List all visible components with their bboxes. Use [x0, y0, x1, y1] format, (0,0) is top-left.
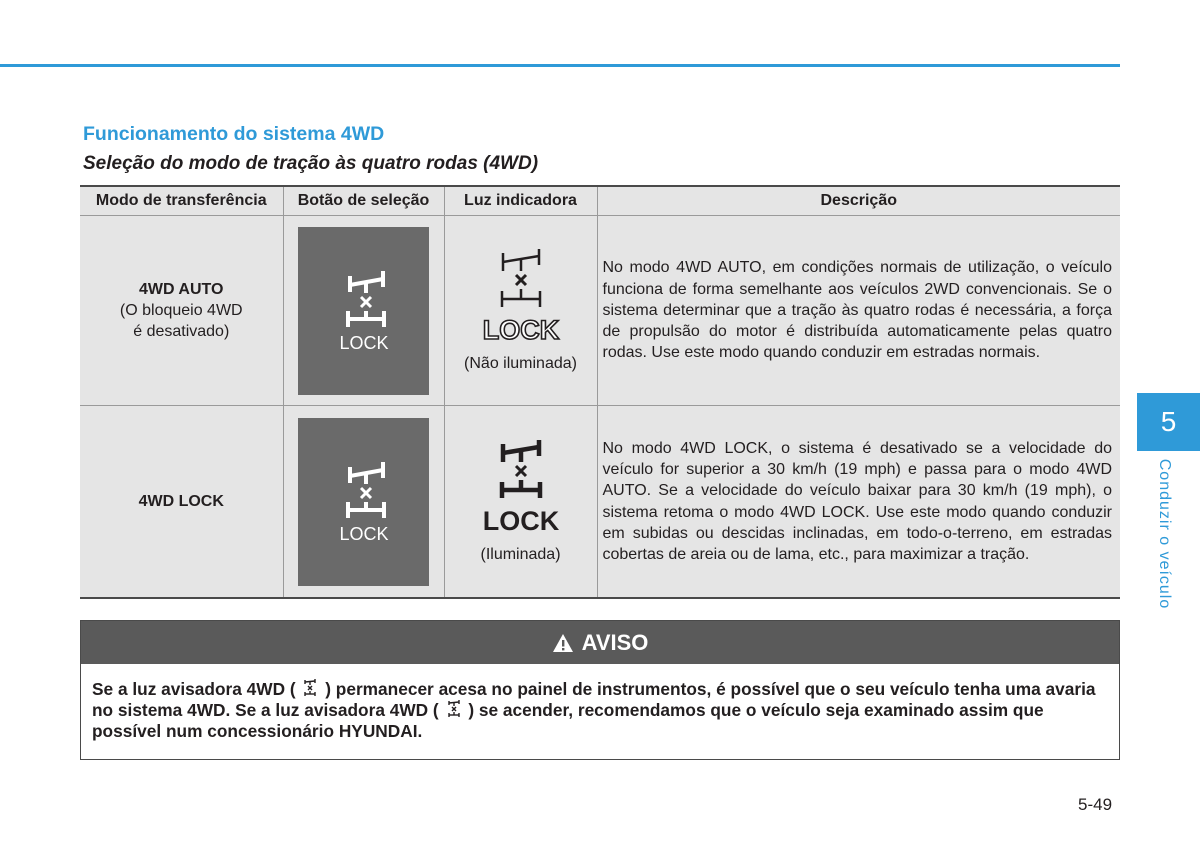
top-rule: [0, 64, 1120, 67]
indicator-caption: (Iluminada): [480, 545, 561, 563]
page-number: 5-49: [1078, 795, 1113, 814]
4wd-warning-icon: [303, 679, 317, 698]
warning-text: [81, 664, 1119, 742]
table-row: [80, 406, 1120, 599]
warning-triangle-icon: [552, 633, 574, 653]
mode-cell: [80, 216, 283, 406]
chapter-label: Conduzir o veículo: [1156, 458, 1173, 610]
description-cell: [597, 216, 1120, 406]
button-lock-label: LOCK: [339, 332, 389, 353]
indicator-lock-label: LOCK: [482, 314, 559, 344]
button-cell: [283, 216, 444, 406]
warning-text-part: ) permanecer acesa no painel de instrumentos, é possível que o seu veículo tenha uma avaria no sistema 4WD. Se a luz avisadora 4WD (: [92, 679, 1096, 720]
header-description: Descrição: [597, 186, 1120, 216]
mode-note: é desativado): [133, 323, 230, 340]
button-lock-label: LOCK: [339, 523, 389, 544]
warning-box: [80, 620, 1120, 760]
indicator-caption: (Não iluminada): [464, 354, 577, 372]
chapter-tab: 5: [1137, 393, 1200, 451]
warning-text-part: Se a luz avisadora 4WD (: [92, 679, 296, 699]
section-title: Funcionamento do sistema 4WD: [83, 123, 385, 145]
description-cell: [597, 406, 1120, 599]
4wd-lock-icon: [298, 418, 429, 586]
4wd-lock-indicator-icon: [481, 249, 561, 344]
indicator-light: [464, 249, 577, 373]
subsection-title: Seleção do modo de tração às quatro rodas (4WD): [83, 153, 539, 174]
description-text: No modo 4WD AUTO, em condições normais de utilização, o veículo funciona de forma semelhante aos veículos 2WD convencionais. Se o sistema determinar que a tração às quatro rodas é necessária, a força de propulsão do motor é distribuída automaticamente pelas quatro rodas. Use este modo quando conduzir em estradas normais.: [602, 259, 1112, 362]
warning-text-part: ) se acender, recomendamos que o veículo seja examinado assim que possível num concessionário HYUNDAI.: [92, 700, 1044, 741]
indicator-cell: [444, 216, 597, 406]
header-transfer-mode: Modo de transferência: [80, 186, 283, 216]
mode-cell: [80, 406, 283, 599]
table-row: [80, 216, 1120, 406]
indicator-cell: [444, 406, 597, 599]
warning-header: [81, 621, 1119, 664]
4wd-mode-table: [80, 185, 1120, 599]
4wd-lock-button-image: [298, 227, 429, 395]
header-select-button: Botão de seleção: [283, 186, 444, 216]
warning-title: AVISO: [581, 629, 649, 655]
4wd-lock-indicator-icon: [481, 440, 561, 535]
indicator-light: [480, 440, 560, 564]
mode-note: (O bloqueio 4WD: [119, 302, 243, 319]
header-indicator-light: Luz indicadora: [444, 186, 597, 216]
description-text: No modo 4WD LOCK, o sistema é desativado se a velocidade do veículo for superior a 30 km/h (19 mph) e passa para o modo 4WD AUTO. Se a velocidade do veículo baixar para 30 km/h (19 mph), o sistema retoma o modo 4WD LOCK. Use este modo quando conduzir em subidas ou descidas inclinadas, em todo-o-terreno, em estradas cobertas de areia ou de lama, etc., para maximizar a tração.: [602, 439, 1112, 563]
4wd-lock-icon: [298, 227, 429, 395]
mode-name: 4WD AUTO: [139, 281, 224, 298]
table-header-row: [80, 186, 1120, 216]
mode-name: 4WD LOCK: [138, 493, 224, 510]
4wd-warning-icon: [447, 700, 461, 719]
button-cell: [283, 406, 444, 599]
indicator-lock-label: LOCK: [482, 505, 559, 535]
4wd-lock-button-image: [298, 418, 429, 586]
